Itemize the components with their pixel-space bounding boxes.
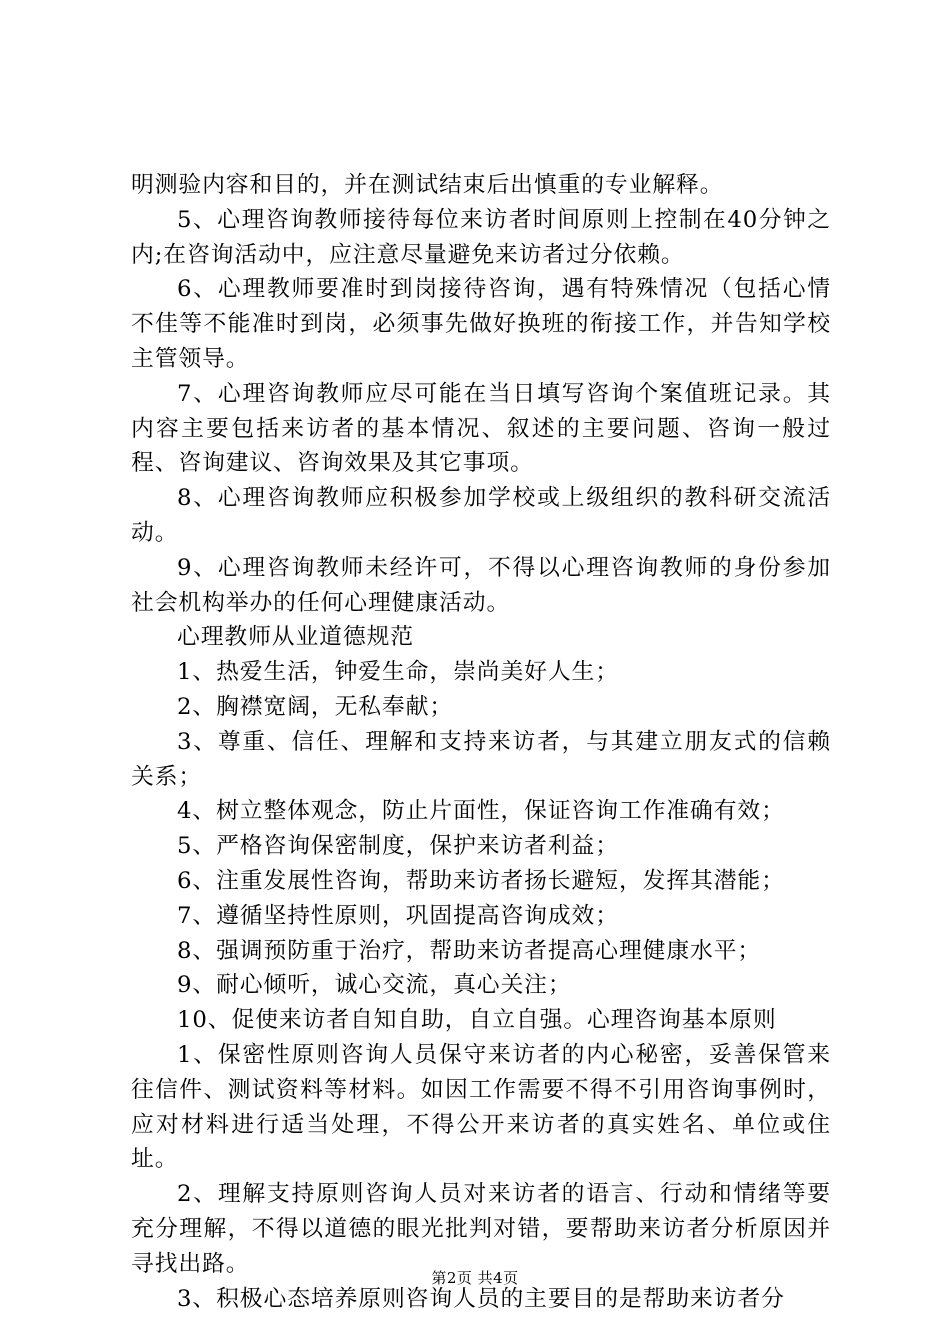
paragraph: 5、心理咨询教师接待每位来访者时间原则上控制在40分钟之内;在咨询活动中，应注意尽量避免来访者过分依赖。	[131, 206, 831, 268]
list-item: 4、树立整体观念，防止片面性，保证咨询工作准确有效；	[177, 798, 785, 825]
list-item: 7、遵循坚持性原则，巩固提高咨询成效；	[177, 902, 619, 929]
paragraph: 2、理解支持原则咨询人员对来访者的语言、行动和情绪等要充分理解，不得以道德的眼光批判对错，要帮助来访者分析原因并寻找出路。	[131, 1181, 831, 1277]
page-number-footer: 第2页 共4页	[431, 1269, 519, 1287]
paragraph: 9、心理咨询教师未经许可，不得以心理咨询教师的身份参加社会机构举办的任何心理健康活动。	[131, 554, 831, 616]
section-heading: 心理教师从业道德规范	[177, 624, 414, 651]
paragraph: 明测验内容和目的，并在测试结束后出慎重的专业解释。	[131, 172, 724, 198]
list-item: 9、耐心倾听，诚心交流，真心关注；	[177, 972, 572, 999]
paragraph: 7、心理咨询教师应尽可能在当日填写咨询个案值班记录。其内容主要包括来访者的基本情况、叙述的主要问题、咨询一般过程、咨询建议、咨询效果及其它事项。	[131, 380, 831, 477]
list-item: 2、胸襟宽阔，无私奉献；	[177, 693, 454, 720]
paragraph: 3、积极心态培养原则咨询人员的主要目的是帮助来访者分	[177, 1285, 785, 1312]
list-item: 5、严格咨询保密制度，保护来访者利益；	[177, 833, 619, 860]
paragraph: 1、保密性原则咨询人员保守来访者的内心秘密，妥善保管来往信件、测试资料等材料。如因工作需要不得不引用咨询事例时，应对材料进行适当处理，不得公开来访者的真实姓名、单位或住址。	[131, 1041, 831, 1173]
list-item: 6、注重发展性咨询，帮助来访者扬长避短，发挥其潜能；	[177, 867, 785, 894]
paragraph: 6、心理教师要准时到岗接待咨询，遇有特殊情况（包括心情不佳等不能准时到岗，必须事先做好换班的衔接工作，并告知学校主管领导。	[131, 276, 831, 372]
paragraph: 8、心理咨询教师应积极参加学校或上级组织的教科研交流活动。	[131, 485, 831, 546]
list-item: 10、促使来访者自知自助，自立自强。心理咨询基本原则	[177, 1007, 777, 1034]
document-body	[131, 168, 831, 1316]
list-item: 8、强调预防重于治疗，帮助来访者提高心理健康水平；	[177, 937, 762, 964]
list-item: 3、尊重、信任、理解和支持来访者，与其建立朋友式的信赖关系；	[131, 728, 831, 790]
list-item: 1、热爱生活，钟爱生命，崇尚美好人生；	[177, 659, 619, 686]
